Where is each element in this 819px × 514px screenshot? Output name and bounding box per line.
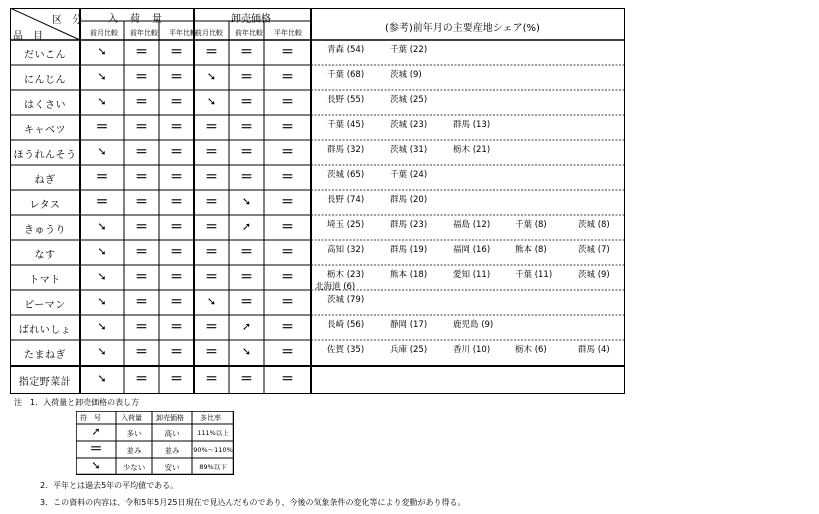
share-entry: 茨城 (23): [390, 120, 428, 130]
item-name: たまねぎ: [24, 350, 66, 361]
kubun-label: 区 分: [52, 15, 82, 26]
equal-icon: ＝: [280, 269, 294, 285]
equal-icon: ＝: [239, 244, 253, 260]
legend-h-price: 卸売価格: [156, 414, 184, 422]
share-entry: 長崎 (56): [327, 320, 365, 330]
share-entry: 茨城 (9): [390, 70, 422, 80]
sub-zennen-2: 前年比較: [235, 29, 263, 37]
equal-icon: ＝: [204, 244, 218, 260]
arrow-up-icon: ➚: [91, 424, 101, 438]
sub-heinen-2: 平年比較: [274, 29, 302, 37]
equal-icon: ＝: [169, 345, 183, 360]
share-entry: 栃木 (6): [515, 345, 547, 355]
equal-icon: ＝: [169, 294, 183, 310]
share-entry: 佐賀 (35): [327, 345, 365, 355]
equal-icon: ＝: [95, 194, 109, 210]
equal-icon: ＝: [134, 144, 148, 160]
share-entry: 千葉 (68): [327, 70, 365, 80]
legend-ratio: 90%〜110%: [193, 445, 233, 454]
share-entry: 栃木 (23): [327, 270, 365, 280]
share-entry: 群馬 (4): [578, 345, 610, 355]
equal-icon: ＝: [89, 441, 103, 457]
equal-icon: ＝: [239, 69, 253, 85]
share-entry: 茨城 (25): [390, 95, 428, 105]
legend-h-ratio: 多比率: [200, 414, 221, 422]
share-entry: 長野 (55): [327, 95, 365, 105]
equal-icon: ＝: [204, 345, 218, 360]
nyuka-header: 入 荷 量: [108, 14, 163, 25]
equal-icon: ＝: [239, 294, 253, 310]
share-entry: 埼玉 (25): [327, 220, 365, 230]
item-name: ほうれんそう: [13, 149, 77, 161]
note-3: 3．この資料の内容は、令和5年5月25日現在で見込んだものであり、今後の気象条件の変化等により変動があり得る。: [40, 498, 466, 507]
arrow-down-icon: ➘: [97, 319, 107, 333]
share-entry: 北海道 (6): [315, 282, 356, 292]
equal-icon: ＝: [280, 244, 294, 260]
share-entry: 茨城 (8): [578, 220, 610, 230]
equal-icon: ＝: [169, 194, 183, 210]
item-name: なす: [34, 249, 56, 261]
equal-icon: ＝: [169, 119, 183, 135]
equal-icon: ＝: [134, 372, 148, 387]
equal-icon: ＝: [134, 94, 148, 110]
item-name: きゅうり: [24, 224, 66, 236]
note-2: 2．平年とは過去5年の平均値である。: [40, 481, 179, 490]
share-entry: 兵庫 (25): [390, 345, 428, 355]
equal-icon: ＝: [280, 44, 294, 60]
equal-icon: ＝: [239, 94, 253, 110]
equal-icon: ＝: [239, 269, 253, 285]
hinmoku-label: 品 目: [13, 31, 43, 42]
equal-icon: ＝: [239, 119, 253, 135]
equal-icon: ＝: [204, 219, 218, 235]
equal-icon: ＝: [239, 144, 253, 160]
arrow-down-icon: ➘: [97, 144, 107, 158]
equal-icon: ＝: [169, 94, 183, 110]
arrow-down-icon: ➘: [97, 345, 107, 358]
equal-icon: ＝: [134, 219, 148, 235]
share-entry: 群馬 (13): [453, 120, 491, 130]
arrow-down-icon: ➘: [97, 294, 107, 308]
share-entry: 千葉 (24): [390, 170, 428, 180]
item-name: トマト: [29, 274, 61, 286]
equal-icon: ＝: [134, 244, 148, 260]
arrow-down-icon: ➘: [241, 194, 252, 208]
legend-nyuka: 並み: [126, 445, 142, 455]
share-entry: 鹿児島 (9): [453, 320, 494, 330]
equal-icon: ＝: [134, 169, 148, 185]
item-name: キャベツ: [24, 124, 66, 136]
arrow-down-icon: ➘: [97, 44, 107, 58]
legend-nyuka: 少ない: [122, 462, 146, 472]
sub-zengetsu-1: 前月比較: [90, 29, 118, 37]
item-name: ねぎ: [34, 174, 56, 186]
equal-icon: ＝: [280, 94, 294, 110]
equal-icon: ＝: [169, 269, 183, 285]
share-entry: 群馬 (20): [390, 195, 428, 205]
equal-icon: ＝: [169, 69, 183, 85]
equal-icon: ＝: [95, 119, 109, 135]
arrow-down-icon: ➘: [97, 69, 107, 83]
share-entry: 熊本 (8): [515, 245, 547, 255]
arrow-down-icon: ➘: [206, 294, 217, 308]
legend-ratio: 89%以下: [199, 462, 227, 471]
equal-icon: ＝: [169, 244, 183, 260]
arrow-down-icon: ➘: [97, 372, 107, 385]
share-title: (参考)前年月の主要産地シェア(%): [385, 23, 540, 34]
equal-icon: ＝: [134, 69, 148, 85]
equal-icon: ＝: [204, 144, 218, 160]
arrow-down-icon: ➘: [97, 244, 107, 258]
equal-icon: ＝: [239, 169, 253, 185]
share-entry: 千葉 (45): [327, 120, 365, 130]
equal-icon: ＝: [134, 44, 148, 60]
equal-icon: ＝: [204, 269, 218, 285]
item-name: にんじん: [24, 74, 66, 86]
equal-icon: ＝: [280, 144, 294, 160]
equal-icon: ＝: [169, 169, 183, 185]
arrow-down-icon: ➘: [206, 94, 217, 108]
share-entry: 群馬 (23): [390, 220, 428, 230]
legend-ratio: 111%以上: [197, 428, 229, 437]
equal-icon: ＝: [169, 219, 183, 235]
equal-icon: ＝: [280, 294, 294, 310]
item-name: レタス: [29, 199, 61, 211]
equal-icon: ＝: [280, 219, 294, 235]
equal-icon: ＝: [280, 119, 294, 135]
equal-icon: ＝: [239, 372, 253, 387]
share-entry: 茨城 (79): [327, 295, 365, 305]
note-1: 注 1．入荷量と卸売価格の表し方: [14, 398, 140, 407]
equal-icon: ＝: [204, 44, 218, 60]
sub-zengetsu-2: 前月比較: [195, 29, 223, 37]
item-name: はくさい: [24, 99, 66, 111]
legend-price: 並み: [164, 445, 180, 455]
vegetable-forecast-table: [10, 8, 625, 394]
sub-zennen-1: 前年比較: [130, 29, 158, 37]
share-entry: 福島 (12): [453, 220, 491, 230]
equal-icon: ＝: [239, 44, 253, 60]
equal-icon: ＝: [280, 319, 294, 335]
share-entry: 茨城 (65): [327, 170, 365, 180]
item-name: だいこん: [24, 49, 66, 61]
arrow-down-icon: ➘: [206, 69, 217, 83]
share-entry: 香川 (10): [453, 345, 491, 355]
equal-icon: ＝: [95, 169, 109, 185]
equal-icon: ＝: [134, 319, 148, 335]
share-entry: 群馬 (19): [390, 245, 428, 255]
share-entry: 千葉 (11): [515, 270, 553, 280]
arrow-down-icon: ➘: [97, 94, 107, 108]
share-entry: 茨城 (31): [390, 145, 428, 155]
item-name: 指定野菜計: [18, 377, 72, 388]
share-entry: 青森 (54): [327, 45, 365, 55]
arrow-down-icon: ➘: [91, 458, 101, 472]
legend-table: [76, 411, 234, 475]
share-entry: 茨城 (7): [578, 245, 610, 255]
share-entry: 福岡 (16): [453, 245, 491, 255]
equal-icon: ＝: [280, 69, 294, 85]
share-entry: 茨城 (9): [578, 270, 610, 280]
equal-icon: ＝: [134, 345, 148, 360]
legend-price: 安い: [164, 462, 180, 472]
equal-icon: ＝: [204, 194, 218, 210]
item-name: ばれいしょ: [18, 324, 72, 336]
equal-icon: ＝: [134, 294, 148, 310]
share-entry: 群馬 (32): [327, 145, 365, 155]
share-entry: 千葉 (8): [515, 220, 547, 230]
share-entry: 愛知 (11): [453, 270, 491, 280]
share-entry: 高知 (32): [327, 245, 365, 255]
equal-icon: ＝: [169, 319, 183, 335]
share-entry: 千葉 (22): [390, 45, 428, 55]
equal-icon: ＝: [134, 194, 148, 210]
equal-icon: ＝: [280, 372, 294, 387]
legend-h-nyuka: 入荷量: [121, 414, 142, 422]
equal-icon: ＝: [134, 119, 148, 135]
arrow-up-icon: ➚: [241, 319, 252, 333]
equal-icon: ＝: [169, 44, 183, 60]
legend-nyuka: 多い: [126, 428, 142, 438]
share-entry: 栃木 (21): [453, 145, 491, 155]
share-entry: 静岡 (17): [390, 320, 428, 330]
arrow-down-icon: ➘: [241, 345, 252, 358]
sub-heinen-1: 平年比較: [169, 29, 197, 37]
equal-icon: ＝: [169, 372, 183, 387]
arrow-down-icon: ➘: [97, 269, 107, 283]
item-name: ピーマン: [24, 299, 66, 311]
share-entry: 長野 (74): [327, 195, 365, 205]
legend-h-sym: 符 号: [80, 414, 101, 422]
arrow-up-icon: ➚: [241, 219, 252, 233]
equal-icon: ＝: [204, 119, 218, 135]
oroshi-header: 卸売価格: [231, 14, 271, 25]
equal-icon: ＝: [204, 319, 218, 335]
share-entry: 熊本 (18): [390, 270, 428, 280]
legend-price: 高い: [164, 428, 180, 438]
equal-icon: ＝: [204, 169, 218, 185]
equal-icon: ＝: [134, 269, 148, 285]
equal-icon: ＝: [280, 194, 294, 210]
equal-icon: ＝: [280, 345, 294, 360]
equal-icon: ＝: [169, 144, 183, 160]
equal-icon: ＝: [204, 372, 218, 387]
equal-icon: ＝: [280, 169, 294, 185]
arrow-down-icon: ➘: [97, 219, 107, 233]
